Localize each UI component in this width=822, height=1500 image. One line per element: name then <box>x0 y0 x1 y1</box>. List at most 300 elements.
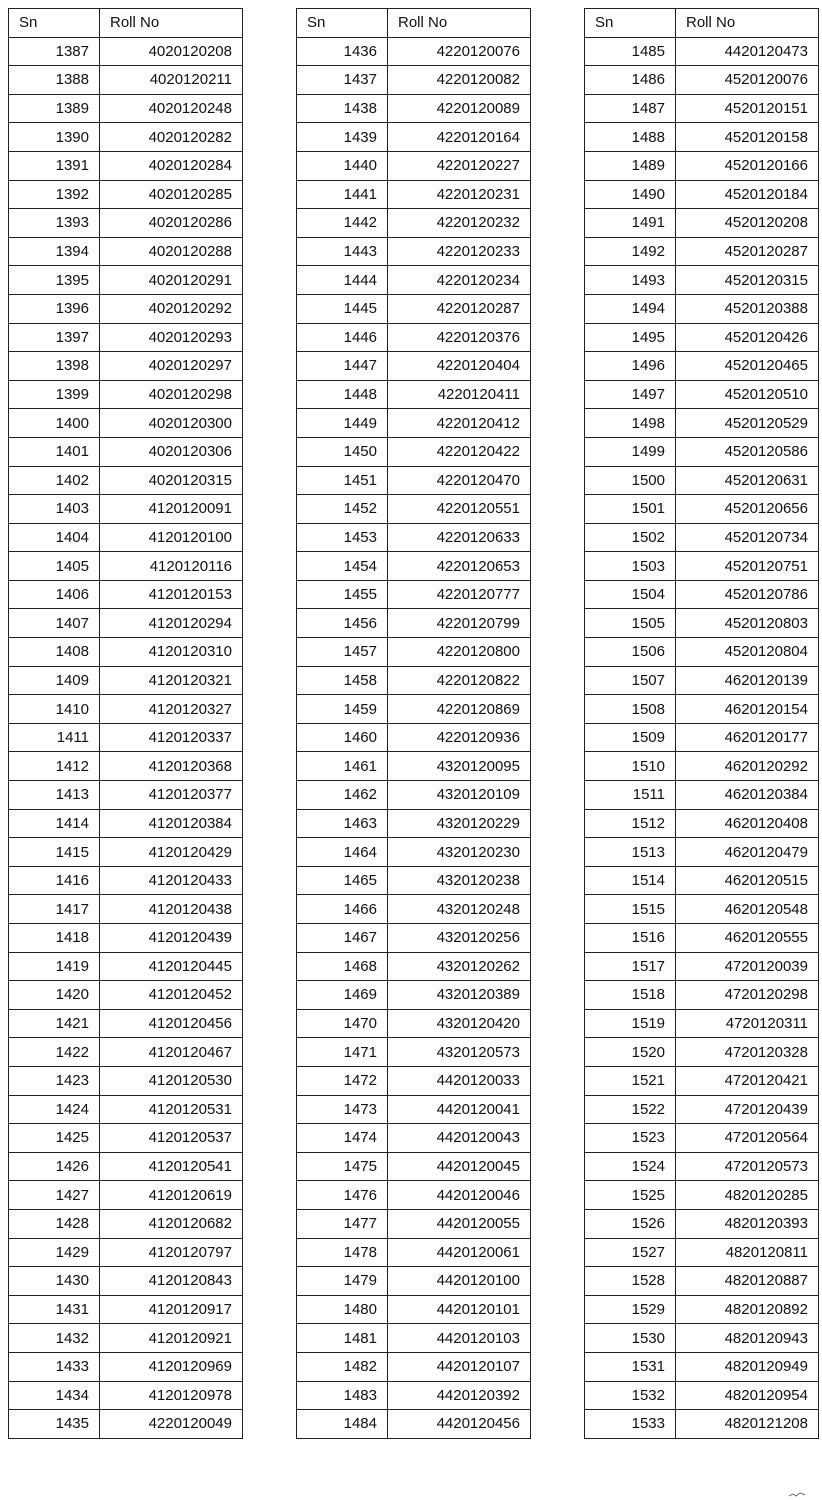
sn-cell: 1493 <box>585 266 676 295</box>
table-row <box>9 609 243 638</box>
sn-cell: 1410 <box>9 695 100 724</box>
sn-cell: 1499 <box>585 437 676 466</box>
roll-no-cell: 4520120751 <box>676 552 819 581</box>
sn-cell: 1461 <box>297 752 388 781</box>
table-row <box>9 37 243 66</box>
roll-no-cell: 4020120300 <box>100 409 243 438</box>
table-row <box>585 1238 819 1267</box>
table-row <box>9 1095 243 1124</box>
roll-no-cell: 4020120306 <box>100 437 243 466</box>
table-row <box>585 609 819 638</box>
roll-no-cell: 4420120103 <box>388 1324 531 1353</box>
roll-no-cell: 4120120433 <box>100 866 243 895</box>
table-row <box>9 323 243 352</box>
roll-no-header: Roll No <box>388 9 531 38</box>
roll-no-cell: 4420120046 <box>388 1181 531 1210</box>
roll-no-cell: 4520120465 <box>676 352 819 381</box>
roll-no-cell: 4620120515 <box>676 866 819 895</box>
roll-no-cell: 4120120337 <box>100 723 243 752</box>
table-row <box>9 1152 243 1181</box>
table-row <box>585 437 819 466</box>
table-row <box>9 580 243 609</box>
roll-no-cell: 4120120429 <box>100 838 243 867</box>
roll-no-cell: 4320120109 <box>388 781 531 810</box>
roll-no-cell: 4620120177 <box>676 723 819 752</box>
roll-no-cell: 4120120384 <box>100 809 243 838</box>
table-row <box>9 695 243 724</box>
sn-cell: 1451 <box>297 466 388 495</box>
sn-cell: 1430 <box>9 1267 100 1296</box>
roll-no-cell: 4520120510 <box>676 380 819 409</box>
table-row <box>585 209 819 238</box>
table-row <box>297 380 531 409</box>
sn-cell: 1498 <box>585 409 676 438</box>
sn-cell: 1478 <box>297 1238 388 1267</box>
roll-no-cell: 4720120328 <box>676 1038 819 1067</box>
sn-cell: 1500 <box>585 466 676 495</box>
sn-cell: 1411 <box>9 723 100 752</box>
roll-no-cell: 4220120633 <box>388 523 531 552</box>
sn-cell: 1515 <box>585 895 676 924</box>
roll-no-cell: 4120120321 <box>100 666 243 695</box>
sn-cell: 1470 <box>297 1009 388 1038</box>
table-row <box>585 266 819 295</box>
sn-cell: 1427 <box>9 1181 100 1210</box>
sn-cell: 1484 <box>297 1410 388 1439</box>
table-row <box>9 666 243 695</box>
roll-no-cell: 4820120949 <box>676 1352 819 1381</box>
sn-cell: 1406 <box>9 580 100 609</box>
sn-cell: 1424 <box>9 1095 100 1124</box>
sn-cell: 1419 <box>9 952 100 981</box>
sn-cell: 1398 <box>9 352 100 381</box>
table-row <box>297 1066 531 1095</box>
table-row <box>297 1295 531 1324</box>
sn-cell: 1391 <box>9 151 100 180</box>
roll-no-cell: 4320120095 <box>388 752 531 781</box>
roll-no-cell: 4120120530 <box>100 1066 243 1095</box>
roll-table-3 <box>584 8 819 1439</box>
roll-no-cell: 4520120287 <box>676 237 819 266</box>
sn-cell: 1435 <box>9 1410 100 1439</box>
sn-cell: 1425 <box>9 1124 100 1153</box>
roll-no-cell: 4520120529 <box>676 409 819 438</box>
header-row <box>297 9 531 38</box>
roll-no-cell: 4620120479 <box>676 838 819 867</box>
roll-no-cell: 4220120470 <box>388 466 531 495</box>
sn-cell: 1519 <box>585 1009 676 1038</box>
sn-cell: 1408 <box>9 638 100 667</box>
roll-no-cell: 4220120227 <box>388 151 531 180</box>
table-row <box>585 1267 819 1296</box>
roll-no-cell: 4520120631 <box>676 466 819 495</box>
roll-no-cell: 4120120452 <box>100 981 243 1010</box>
table-row <box>297 94 531 123</box>
sn-cell: 1415 <box>9 838 100 867</box>
sn-cell: 1527 <box>585 1238 676 1267</box>
sn-cell: 1423 <box>9 1066 100 1095</box>
table-row <box>585 666 819 695</box>
sn-cell: 1487 <box>585 94 676 123</box>
table-row <box>585 1295 819 1324</box>
roll-no-cell: 4720120311 <box>676 1009 819 1038</box>
table-row <box>297 1352 531 1381</box>
table-row <box>9 237 243 266</box>
sn-cell: 1416 <box>9 866 100 895</box>
sn-cell: 1504 <box>585 580 676 609</box>
table-row <box>297 1009 531 1038</box>
sn-cell: 1432 <box>9 1324 100 1353</box>
sn-cell: 1403 <box>9 495 100 524</box>
table-row <box>297 409 531 438</box>
roll-no-cell: 4220120164 <box>388 123 531 152</box>
table-row <box>9 1238 243 1267</box>
roll-no-cell: 4320120238 <box>388 866 531 895</box>
table-row <box>585 352 819 381</box>
sn-cell: 1402 <box>9 466 100 495</box>
table-row <box>9 523 243 552</box>
roll-no-cell: 4420120033 <box>388 1066 531 1095</box>
roll-no-cell: 4520120426 <box>676 323 819 352</box>
roll-no-cell: 4120120153 <box>100 580 243 609</box>
table-row <box>9 1181 243 1210</box>
table-row <box>585 523 819 552</box>
table-row <box>297 1267 531 1296</box>
sn-cell: 1489 <box>585 151 676 180</box>
sn-cell: 1445 <box>297 294 388 323</box>
table-row <box>9 495 243 524</box>
sn-cell: 1397 <box>9 323 100 352</box>
sn-cell: 1474 <box>297 1124 388 1153</box>
table-row <box>9 123 243 152</box>
sn-cell: 1462 <box>297 781 388 810</box>
sn-cell: 1463 <box>297 809 388 838</box>
table-row <box>297 895 531 924</box>
roll-no-cell: 4120120537 <box>100 1124 243 1153</box>
roll-no-cell: 4420120043 <box>388 1124 531 1153</box>
roll-no-cell: 4220120422 <box>388 437 531 466</box>
sn-cell: 1449 <box>297 409 388 438</box>
sn-cell: 1522 <box>585 1095 676 1124</box>
table-row <box>9 294 243 323</box>
table-row <box>585 866 819 895</box>
roll-no-cell: 4420120107 <box>388 1352 531 1381</box>
table-row <box>297 209 531 238</box>
table-row <box>9 723 243 752</box>
table-row <box>585 1352 819 1381</box>
roll-no-cell: 4020120292 <box>100 294 243 323</box>
roll-no-cell: 4220120411 <box>388 380 531 409</box>
sn-cell: 1404 <box>9 523 100 552</box>
roll-no-cell: 4520120586 <box>676 437 819 466</box>
table-row <box>9 1352 243 1381</box>
sn-cell: 1526 <box>585 1209 676 1238</box>
roll-no-cell: 4520120158 <box>676 123 819 152</box>
roll-no-cell: 4520120315 <box>676 266 819 295</box>
sn-cell: 1422 <box>9 1038 100 1067</box>
roll-no-cell: 4520120184 <box>676 180 819 209</box>
table-row <box>297 151 531 180</box>
sn-cell: 1507 <box>585 666 676 695</box>
roll-no-cell: 4520120803 <box>676 609 819 638</box>
sn-cell: 1459 <box>297 695 388 724</box>
sn-cell: 1412 <box>9 752 100 781</box>
roll-no-cell: 4220120232 <box>388 209 531 238</box>
sn-cell: 1465 <box>297 866 388 895</box>
sn-cell: 1413 <box>9 781 100 810</box>
table-row <box>585 752 819 781</box>
roll-table-1 <box>8 8 243 1439</box>
table-row <box>585 809 819 838</box>
table-row <box>297 1209 531 1238</box>
sn-cell: 1529 <box>585 1295 676 1324</box>
sn-cell: 1483 <box>297 1381 388 1410</box>
table-row <box>297 1095 531 1124</box>
roll-no-cell: 4420120101 <box>388 1295 531 1324</box>
roll-no-cell: 4520120208 <box>676 209 819 238</box>
roll-no-cell: 4520120804 <box>676 638 819 667</box>
roll-no-cell: 4120120310 <box>100 638 243 667</box>
sn-cell: 1387 <box>9 37 100 66</box>
sn-cell: 1420 <box>9 981 100 1010</box>
roll-no-cell: 4020120248 <box>100 94 243 123</box>
table-row <box>297 1381 531 1410</box>
table-row <box>585 380 819 409</box>
roll-no-cell: 4620120555 <box>676 924 819 953</box>
roll-no-cell: 4220120089 <box>388 94 531 123</box>
sn-cell: 1417 <box>9 895 100 924</box>
table-row <box>297 66 531 95</box>
roll-no-cell: 4620120154 <box>676 695 819 724</box>
sn-header: Sn <box>585 9 676 38</box>
table-row <box>585 1095 819 1124</box>
sn-cell: 1469 <box>297 981 388 1010</box>
table-row <box>585 37 819 66</box>
roll-no-cell: 4220120653 <box>388 552 531 581</box>
roll-no-cell: 4020120285 <box>100 180 243 209</box>
roll-no-cell: 4520120786 <box>676 580 819 609</box>
table-row <box>9 552 243 581</box>
roll-no-cell: 4220120376 <box>388 323 531 352</box>
roll-table-2 <box>296 8 531 1439</box>
table-row <box>9 1209 243 1238</box>
table-row <box>585 94 819 123</box>
table-row <box>297 580 531 609</box>
table-row <box>585 695 819 724</box>
roll-no-cell: 4220120936 <box>388 723 531 752</box>
roll-no-cell: 4120120377 <box>100 781 243 810</box>
roll-no-cell: 4820120892 <box>676 1295 819 1324</box>
table-row <box>9 1066 243 1095</box>
table-row <box>297 723 531 752</box>
roll-no-cell: 4520120734 <box>676 523 819 552</box>
sn-cell: 1437 <box>297 66 388 95</box>
sn-cell: 1520 <box>585 1038 676 1067</box>
table-row <box>297 37 531 66</box>
sn-cell: 1434 <box>9 1381 100 1410</box>
sn-cell: 1472 <box>297 1066 388 1095</box>
sn-cell: 1399 <box>9 380 100 409</box>
table-body <box>297 37 531 1438</box>
roll-no-cell: 4520120388 <box>676 294 819 323</box>
table-row <box>585 981 819 1010</box>
sn-cell: 1497 <box>585 380 676 409</box>
table-row <box>297 1324 531 1353</box>
roll-no-cell: 4120120843 <box>100 1267 243 1296</box>
table-row <box>585 1324 819 1353</box>
table-row <box>297 838 531 867</box>
sn-cell: 1444 <box>297 266 388 295</box>
sn-cell: 1466 <box>297 895 388 924</box>
roll-no-cell: 4020120293 <box>100 323 243 352</box>
table-row <box>9 1009 243 1038</box>
sn-cell: 1508 <box>585 695 676 724</box>
roll-no-cell: 4120120091 <box>100 495 243 524</box>
roll-no-cell: 4020120288 <box>100 237 243 266</box>
roll-no-cell: 4220120287 <box>388 294 531 323</box>
sn-cell: 1414 <box>9 809 100 838</box>
table-row <box>297 981 531 1010</box>
sn-cell: 1454 <box>297 552 388 581</box>
sn-cell: 1486 <box>585 66 676 95</box>
header-row <box>9 9 243 38</box>
table-row <box>297 752 531 781</box>
sn-cell: 1494 <box>585 294 676 323</box>
table-row <box>9 809 243 838</box>
table-row <box>585 781 819 810</box>
roll-no-cell: 4120120294 <box>100 609 243 638</box>
sn-cell: 1516 <box>585 924 676 953</box>
table-row <box>297 437 531 466</box>
roll-no-cell: 4420120392 <box>388 1381 531 1410</box>
sn-cell: 1524 <box>585 1152 676 1181</box>
sn-cell: 1457 <box>297 638 388 667</box>
sn-cell: 1533 <box>585 1410 676 1439</box>
table-row <box>297 1124 531 1153</box>
roll-no-cell: 4520120076 <box>676 66 819 95</box>
roll-no-cell: 4720120298 <box>676 981 819 1010</box>
table-row <box>9 638 243 667</box>
sn-cell: 1446 <box>297 323 388 352</box>
sn-cell: 1525 <box>585 1181 676 1210</box>
roll-no-cell: 4020120211 <box>100 66 243 95</box>
sn-cell: 1531 <box>585 1352 676 1381</box>
sn-cell: 1395 <box>9 266 100 295</box>
table-row <box>9 180 243 209</box>
sn-cell: 1390 <box>9 123 100 152</box>
sn-cell: 1442 <box>297 209 388 238</box>
roll-no-cell: 4420120473 <box>676 37 819 66</box>
roll-no-cell: 4120120438 <box>100 895 243 924</box>
roll-no-cell: 4720120039 <box>676 952 819 981</box>
table-row <box>585 294 819 323</box>
roll-no-cell: 4620120548 <box>676 895 819 924</box>
roll-no-cell: 4120120531 <box>100 1095 243 1124</box>
sn-cell: 1460 <box>297 723 388 752</box>
roll-no-cell: 4820120285 <box>676 1181 819 1210</box>
sn-cell: 1407 <box>9 609 100 638</box>
sn-cell: 1452 <box>297 495 388 524</box>
roll-no-cell: 4020120297 <box>100 352 243 381</box>
table-row <box>585 838 819 867</box>
roll-no-cell: 4320120262 <box>388 952 531 981</box>
roll-no-cell: 4820120811 <box>676 1238 819 1267</box>
table-row <box>585 638 819 667</box>
table-row <box>297 781 531 810</box>
table-row <box>297 294 531 323</box>
roll-no-cell: 4720120421 <box>676 1066 819 1095</box>
roll-no-cell: 4420120100 <box>388 1267 531 1296</box>
sn-cell: 1505 <box>585 609 676 638</box>
table-row <box>297 552 531 581</box>
roll-no-cell: 4120120445 <box>100 952 243 981</box>
sn-cell: 1388 <box>9 66 100 95</box>
roll-no-header: Roll No <box>100 9 243 38</box>
sn-cell: 1443 <box>297 237 388 266</box>
table-row <box>297 1410 531 1439</box>
table-row <box>585 552 819 581</box>
table-row <box>9 151 243 180</box>
table-row <box>585 1410 819 1439</box>
sn-cell: 1467 <box>297 924 388 953</box>
table-row <box>585 580 819 609</box>
sn-cell: 1518 <box>585 981 676 1010</box>
table-row <box>9 952 243 981</box>
sn-cell: 1530 <box>585 1324 676 1353</box>
sn-cell: 1477 <box>297 1209 388 1238</box>
table-row <box>9 209 243 238</box>
table-row <box>297 123 531 152</box>
roll-no-cell: 4220120076 <box>388 37 531 66</box>
sn-cell: 1488 <box>585 123 676 152</box>
sn-cell: 1450 <box>297 437 388 466</box>
roll-no-cell: 4020120286 <box>100 209 243 238</box>
table-row <box>585 1209 819 1238</box>
table-row <box>585 495 819 524</box>
table-row <box>297 924 531 953</box>
roll-no-cell: 4320120420 <box>388 1009 531 1038</box>
sn-cell: 1496 <box>585 352 676 381</box>
roll-no-cell: 4320120573 <box>388 1038 531 1067</box>
roll-no-cell: 4120120467 <box>100 1038 243 1067</box>
roll-no-cell: 4020120208 <box>100 37 243 66</box>
roll-no-cell: 4220120551 <box>388 495 531 524</box>
sn-cell: 1392 <box>9 180 100 209</box>
roll-no-cell: 4120120921 <box>100 1324 243 1353</box>
table-row <box>585 466 819 495</box>
roll-no-cell: 4220120869 <box>388 695 531 724</box>
roll-no-cell: 4220120233 <box>388 237 531 266</box>
roll-no-cell: 4220120082 <box>388 66 531 95</box>
roll-no-cell: 4220120231 <box>388 180 531 209</box>
sn-cell: 1436 <box>297 37 388 66</box>
table-row <box>9 838 243 867</box>
sn-cell: 1396 <box>9 294 100 323</box>
table-row <box>9 466 243 495</box>
roll-no-cell: 4020120282 <box>100 123 243 152</box>
table-row <box>585 1124 819 1153</box>
table-row <box>9 352 243 381</box>
sn-cell: 1532 <box>585 1381 676 1410</box>
sn-cell: 1490 <box>585 180 676 209</box>
sn-cell: 1468 <box>297 952 388 981</box>
table-row <box>297 180 531 209</box>
roll-no-cell: 4720120439 <box>676 1095 819 1124</box>
roll-no-cell: 4120120100 <box>100 523 243 552</box>
table-row <box>9 1324 243 1353</box>
sn-cell: 1514 <box>585 866 676 895</box>
sn-cell: 1431 <box>9 1295 100 1324</box>
